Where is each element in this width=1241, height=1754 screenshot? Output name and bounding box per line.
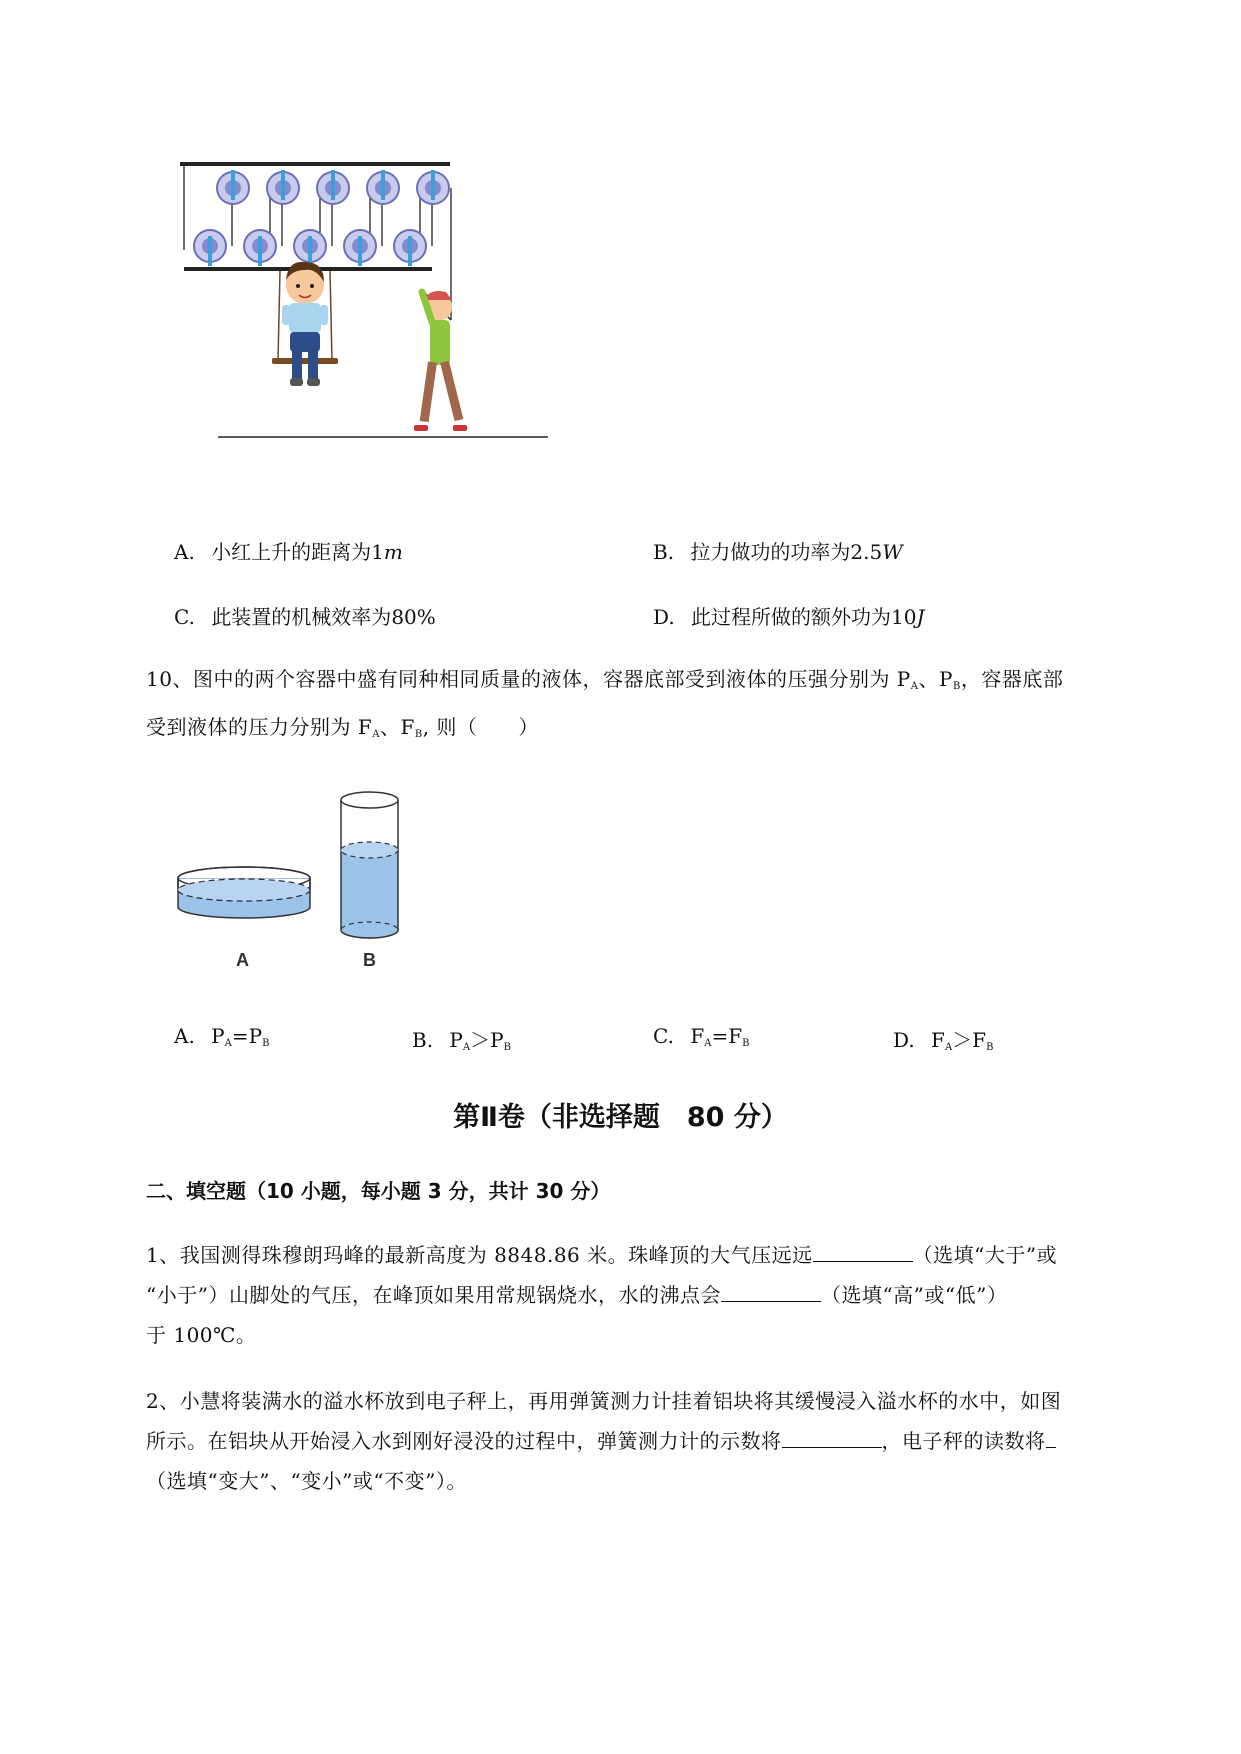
subscript-b: B bbox=[952, 681, 961, 692]
expr-right-sub: B bbox=[986, 1042, 994, 1053]
option-letter: A. bbox=[174, 540, 195, 564]
expr-left-sub: A bbox=[224, 1038, 232, 1049]
option-letter: A. bbox=[174, 1024, 195, 1048]
q10-text-end: , 则（ ） bbox=[422, 715, 539, 739]
figure-label-a: A bbox=[236, 950, 249, 970]
question-text: （选填“变大”、“变小”或“不变”）。 bbox=[146, 1469, 467, 1493]
expr-left-sub: A bbox=[944, 1042, 953, 1053]
expr-left: P bbox=[211, 1024, 225, 1048]
question-text: （选填“高”或“低”） bbox=[820, 1283, 1008, 1307]
option-value: 1 bbox=[371, 540, 384, 564]
expr-op: ＞P bbox=[470, 1028, 504, 1052]
expr-left: F bbox=[690, 1024, 705, 1048]
q9-option-c[interactable] bbox=[174, 601, 436, 630]
option-unit: W bbox=[882, 540, 903, 564]
q10-text: 受到液体的压力分别为 F bbox=[146, 715, 373, 739]
q10-option-d[interactable] bbox=[893, 1024, 993, 1053]
q10-option-c[interactable] bbox=[653, 1024, 749, 1049]
expr-right-sub: B bbox=[503, 1042, 511, 1053]
question-text: （选填“大于”或 bbox=[912, 1243, 1058, 1267]
option-text: 此过程所做的额外功为 bbox=[691, 605, 892, 629]
question-text: 2、小慧将装满水的溢水杯放到电子秤上，再用弹簧测力计挂着铝块将其缓慢浸入溢水杯的水中，如图 bbox=[146, 1389, 1062, 1413]
option-expr bbox=[690, 1024, 749, 1048]
separator: 、P bbox=[918, 667, 953, 691]
q9-option-b[interactable] bbox=[653, 536, 903, 565]
option-expr bbox=[449, 1028, 511, 1052]
option-text: 小红上升的距离为 bbox=[211, 540, 372, 564]
option-letter: B. bbox=[653, 540, 675, 564]
q10-stem bbox=[146, 659, 1146, 755]
q10-text-end: ，容器底部 bbox=[960, 667, 1064, 691]
expr-op: =P bbox=[231, 1024, 263, 1048]
q10-option-a[interactable] bbox=[174, 1024, 269, 1049]
option-value: 2.5 bbox=[850, 540, 883, 564]
q10-line-1 bbox=[146, 659, 1146, 707]
expr-op: =F bbox=[711, 1024, 743, 1048]
q10-option-b[interactable] bbox=[412, 1024, 511, 1053]
option-unit: m bbox=[383, 540, 403, 564]
question-text: “小于”）山脚处的气压，在峰顶如果用常规锅烧水，水的沸点会 bbox=[146, 1283, 721, 1307]
answer-blank-3[interactable] bbox=[782, 1427, 882, 1448]
subscript-b: B bbox=[414, 729, 423, 740]
q10-line-2 bbox=[146, 707, 1146, 755]
option-letter: C. bbox=[174, 605, 195, 629]
q9-option-a[interactable] bbox=[174, 536, 403, 565]
expr-left-sub: A bbox=[704, 1038, 712, 1049]
option-unit: J bbox=[916, 605, 925, 629]
section2-heading: 二、填空题（10 小题，每小题 3 分，共计 30 分） bbox=[146, 1179, 611, 1203]
expr-right-sub: B bbox=[742, 1038, 750, 1049]
subscript-a: A bbox=[372, 729, 380, 740]
expr-left-sub: A bbox=[462, 1042, 471, 1053]
option-expr bbox=[931, 1028, 993, 1052]
option-letter: B. bbox=[412, 1028, 434, 1052]
expr-left: P bbox=[449, 1028, 463, 1052]
expr-right-sub: B bbox=[262, 1038, 270, 1049]
question-text: 1、我国测得珠穆朗玛峰的最新高度为 8848.86 米。珠峰顶的大气压远远 bbox=[146, 1243, 813, 1267]
expr-op: ＞F bbox=[952, 1028, 987, 1052]
option-letter: D. bbox=[893, 1028, 915, 1052]
question-text: 于 100℃。 bbox=[146, 1323, 257, 1347]
fill-question-2 bbox=[146, 1381, 1146, 1501]
option-value: 10 bbox=[891, 605, 917, 629]
option-letter: D. bbox=[653, 605, 675, 629]
pulley-illustration bbox=[170, 150, 560, 495]
option-text: 拉力做功的功率为 bbox=[690, 540, 851, 564]
pulley-system-figure bbox=[170, 150, 560, 495]
fill-question-1 bbox=[146, 1235, 1146, 1355]
question-text: ，电子秤的读数将 bbox=[881, 1429, 1046, 1453]
q9-option-d[interactable] bbox=[653, 601, 925, 630]
part2-title: 第Ⅱ卷（非选择题 80 分） bbox=[453, 1102, 788, 1133]
option-text: 此装置的机械效率为 bbox=[211, 605, 392, 629]
option-letter: C. bbox=[653, 1024, 674, 1048]
answer-blank-1[interactable] bbox=[813, 1241, 913, 1262]
option-expr bbox=[211, 1024, 269, 1048]
q10-text: 10、图中的两个容器中盛有同种相同质量的液体，容器底部受到液体的压强分别为 P bbox=[146, 667, 911, 691]
answer-blank-4[interactable] bbox=[1046, 1427, 1056, 1448]
subscript-a: A bbox=[910, 681, 919, 692]
containers-illustration bbox=[170, 780, 420, 980]
separator: 、F bbox=[379, 715, 415, 739]
answer-blank-2[interactable] bbox=[721, 1281, 821, 1302]
option-value: 80% bbox=[391, 605, 436, 629]
figure-label-b: B bbox=[363, 950, 376, 970]
containers-figure bbox=[170, 780, 420, 980]
expr-left: F bbox=[931, 1028, 945, 1052]
question-text: 所示。在铝块从开始浸入水到刚好浸没的过程中，弹簧测力计的示数将 bbox=[146, 1429, 782, 1453]
